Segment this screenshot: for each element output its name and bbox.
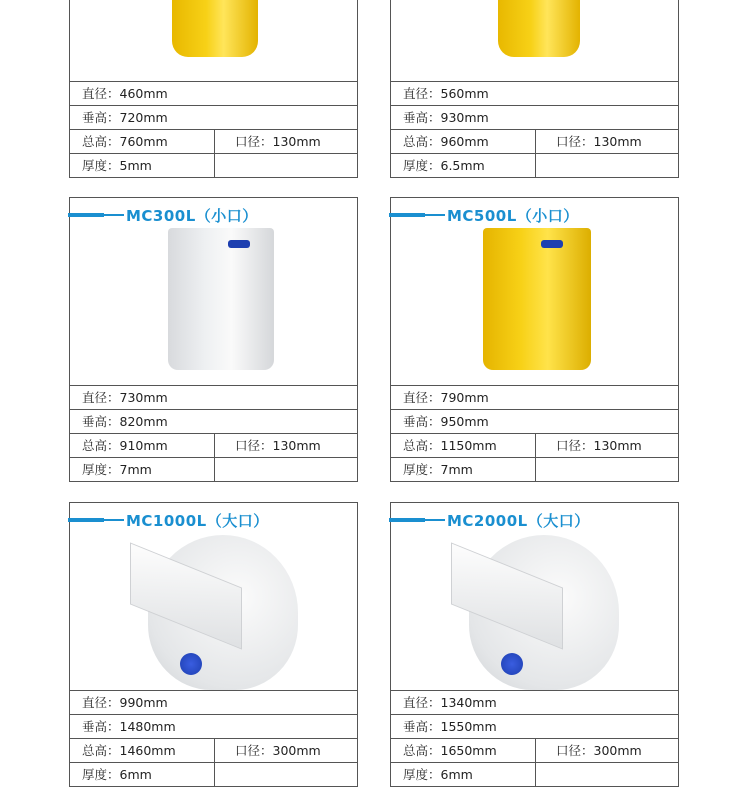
spec-row-thickness [391, 763, 678, 786]
spec-row-height [70, 106, 357, 130]
tank-image [483, 228, 591, 370]
product-title-text: MC500L（小口） [447, 206, 579, 225]
height-value: 垂高：950mm [403, 414, 489, 429]
diameter-value: 直径：990mm [82, 695, 168, 710]
title-accent-line [425, 214, 445, 216]
height-value: 垂高：930mm [403, 110, 489, 125]
total-height-value: 总高：960mm [391, 130, 536, 153]
title-accent-line [425, 519, 445, 521]
product-card [390, 502, 679, 787]
title-accent-bar [68, 518, 104, 522]
spec-row-total [70, 739, 357, 763]
thickness-value: 厚度：7mm [70, 458, 215, 481]
mouth-diameter-value: 口径：300mm [556, 743, 642, 758]
spec-row-total [70, 434, 357, 458]
spec-row-diameter [70, 691, 357, 715]
mouth-diameter-value: 口径：130mm [235, 134, 321, 149]
empty-cell [215, 154, 357, 177]
height-value: 垂高：820mm [82, 414, 168, 429]
height-value: 垂高：1480mm [82, 719, 176, 734]
spec-row-thickness [70, 763, 357, 786]
thickness-value: 厚度：6.5mm [391, 154, 536, 177]
total-height-value: 总高：760mm [70, 130, 215, 153]
title-accent-line [104, 214, 124, 216]
spec-row-thickness [391, 458, 678, 481]
mouth-diameter-value: 口径：300mm [235, 743, 321, 758]
diameter-value: 直径：460mm [82, 86, 168, 101]
total-height-value: 总高：1150mm [391, 434, 536, 457]
product-title [70, 509, 269, 531]
spec-table [70, 385, 357, 481]
empty-cell [536, 763, 678, 786]
height-value: 垂高：720mm [82, 110, 168, 125]
product-card [69, 0, 358, 178]
title-accent-bar [389, 518, 425, 522]
empty-cell [536, 154, 678, 177]
diameter-value: 直径：560mm [403, 86, 489, 101]
spec-row-thickness [391, 154, 678, 177]
product-card [69, 502, 358, 787]
cap-icon [541, 240, 563, 248]
product-card [390, 0, 679, 178]
spec-row-total [70, 130, 357, 154]
tank-image [172, 0, 258, 57]
diameter-value: 直径：1340mm [403, 695, 497, 710]
spec-row-diameter [391, 691, 678, 715]
tank-image [168, 228, 274, 370]
mouth-diameter-value: 口径：130mm [556, 134, 642, 149]
cap-icon [228, 240, 250, 248]
product-card [69, 197, 358, 482]
empty-cell [215, 763, 357, 786]
product-title [391, 204, 579, 226]
title-accent-bar [389, 213, 425, 217]
total-height-value: 总高：1460mm [70, 739, 215, 762]
spec-row-thickness [70, 154, 357, 177]
product-title [391, 509, 590, 531]
product-title [70, 204, 258, 226]
diameter-value: 直径：790mm [403, 390, 489, 405]
spec-table [70, 81, 357, 177]
product-title-text: MC2000L（大口） [447, 511, 590, 530]
product-title-text: MC300L（小口） [126, 206, 258, 225]
title-accent-line [104, 519, 124, 521]
spec-row-height [70, 715, 357, 739]
spec-row-thickness [70, 458, 357, 481]
spec-row-height [70, 410, 357, 434]
title-accent-bar [68, 213, 104, 217]
tank-image [498, 0, 580, 57]
total-height-value: 总高：910mm [70, 434, 215, 457]
cap-icon [180, 653, 202, 675]
spec-row-height [391, 715, 678, 739]
spec-table [391, 690, 678, 786]
product-card [390, 197, 679, 482]
thickness-value: 厚度：6mm [391, 763, 536, 786]
spec-row-total [391, 739, 678, 763]
mouth-diameter-value: 口径：130mm [556, 438, 642, 453]
spec-row-height [391, 106, 678, 130]
total-height-value: 总高：1650mm [391, 739, 536, 762]
spec-table [391, 81, 678, 177]
thickness-value: 厚度：5mm [70, 154, 215, 177]
thickness-value: 厚度：6mm [70, 763, 215, 786]
spec-row-total [391, 434, 678, 458]
empty-cell [215, 458, 357, 481]
height-value: 垂高：1550mm [403, 719, 497, 734]
spec-row-diameter [70, 386, 357, 410]
spec-table [70, 690, 357, 786]
spec-row-diameter [391, 386, 678, 410]
spec-row-diameter [70, 82, 357, 106]
mouth-diameter-value: 口径：130mm [235, 438, 321, 453]
spec-table [391, 385, 678, 481]
diameter-value: 直径：730mm [82, 390, 168, 405]
thickness-value: 厚度：7mm [391, 458, 536, 481]
spec-row-diameter [391, 82, 678, 106]
spec-row-total [391, 130, 678, 154]
product-title-text: MC1000L（大口） [126, 511, 269, 530]
spec-row-height [391, 410, 678, 434]
empty-cell [536, 458, 678, 481]
cap-icon [501, 653, 523, 675]
